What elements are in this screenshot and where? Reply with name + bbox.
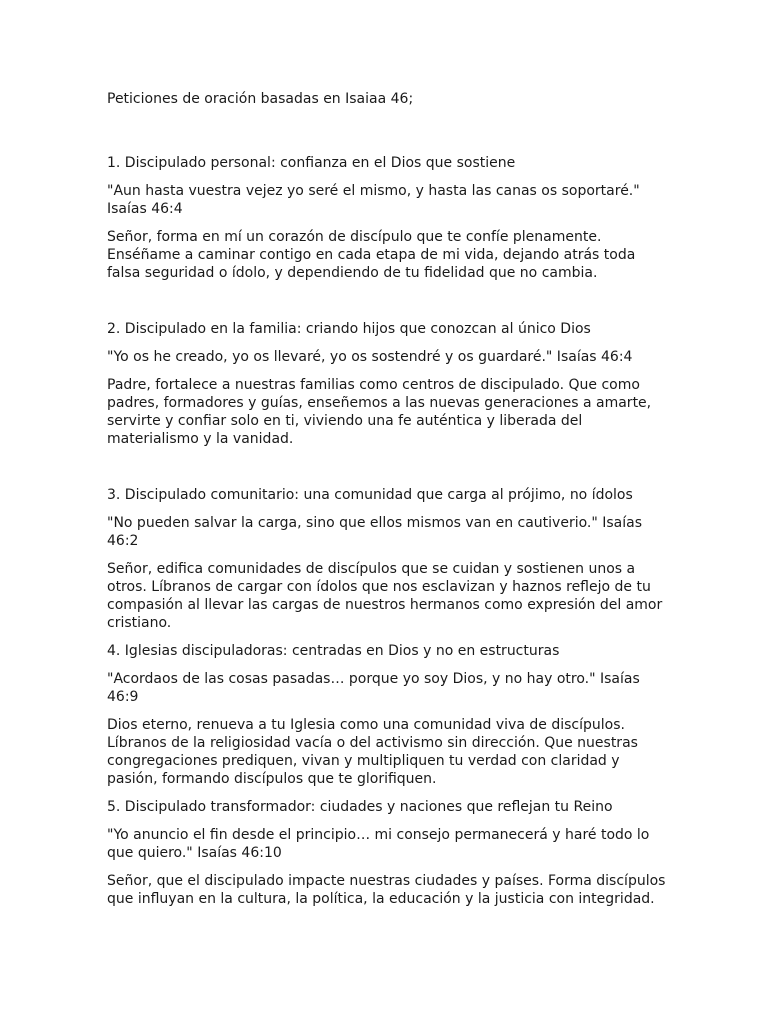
section-heading: 2. Discipulado en la familia: criando hijos que conozcan al único Dios [107,321,591,337]
spacer [107,788,667,798]
scripture-quote: "Aun hasta vuestra vejez yo seré el mismo, y hasta las canas os soportaré." Isaías 46:4 [107,183,640,217]
section-4 [107,642,667,788]
prayer-paragraph: Señor, edifica comunidades de discípulos que se cuidan y sostienen unos a otros. Líbranos de cargar con ídolos que nos esclavizan y haznos reflejo de tu compasión al llevar las cargas de nuestros hermanos como expresión del amor cristiano. [107,561,663,631]
spacer [107,282,667,320]
section-5 [107,798,667,908]
prayer-paragraph: Señor, que el discipulado impacte nuestras ciudades y países. Forma discípulos que influyan en la cultura, la política, la educación y la justicia con integridad. [107,873,666,907]
document-title: Peticiones de oración basadas en Isaiaa 46; [107,91,414,107]
section-heading: 5. Discipulado transformador: ciudades y naciones que reflejan tu Reino [107,799,613,815]
scripture-quote: "No pueden salvar la carga, sino que ellos mismos van en cautiverio." Isaías 46:2 [107,515,643,549]
scripture-quote: "Yo os he creado, yo os llevaré, yo os sostendré y os guardaré." Isaías 46:4 [107,349,633,365]
section-3 [107,486,667,632]
scripture-quote: "Acordaos de las cosas pasadas… porque yo soy Dios, y no hay otro." Isaías 46:9 [107,671,640,705]
section-heading: 1. Discipulado personal: confianza en el Dios que sostiene [107,155,516,171]
section-heading: 3. Discipulado comunitario: una comunidad que carga al prójimo, no ídolos [107,487,633,503]
spacer [107,448,667,486]
spacer [107,110,667,154]
prayer-paragraph: Señor, forma en mí un corazón de discípulo que te confíe plenamente. Enséñame a caminar contigo en cada etapa de mi vida, dejando atrás toda falsa seguridad o ídolo, y dependiendo de tu fidelidad que no cambia. [107,229,636,281]
prayer-paragraph: Dios eterno, renueva a tu Iglesia como una comunidad viva de discípulos. Líbranos de la religiosidad vacía o del activismo sin dirección. Que nuestras congregaciones prediquen, vivan y multipliquen tu verdad con claridad y pasión, formando discípulos que te glorifiquen. [107,717,638,787]
section-heading: 4. Iglesias discipuladoras: centradas en Dios y no en estructuras [107,643,560,659]
section-2 [107,320,667,448]
spacer [107,632,667,642]
document-page [107,90,667,908]
prayer-paragraph: Padre, fortalece a nuestras familias como centros de discipulado. Que como padres, formadores y guías, enseñemos a las nuevas generaciones a amarte, servirte y confiar solo en ti, viviendo una fe auténtica y liberada del materialismo y la vanidad. [107,377,652,447]
scripture-quote: "Yo anuncio el fin desde el principio… mi consejo permanecerá y haré todo lo que quiero." Isaías 46:10 [107,827,650,861]
section-1 [107,154,667,282]
